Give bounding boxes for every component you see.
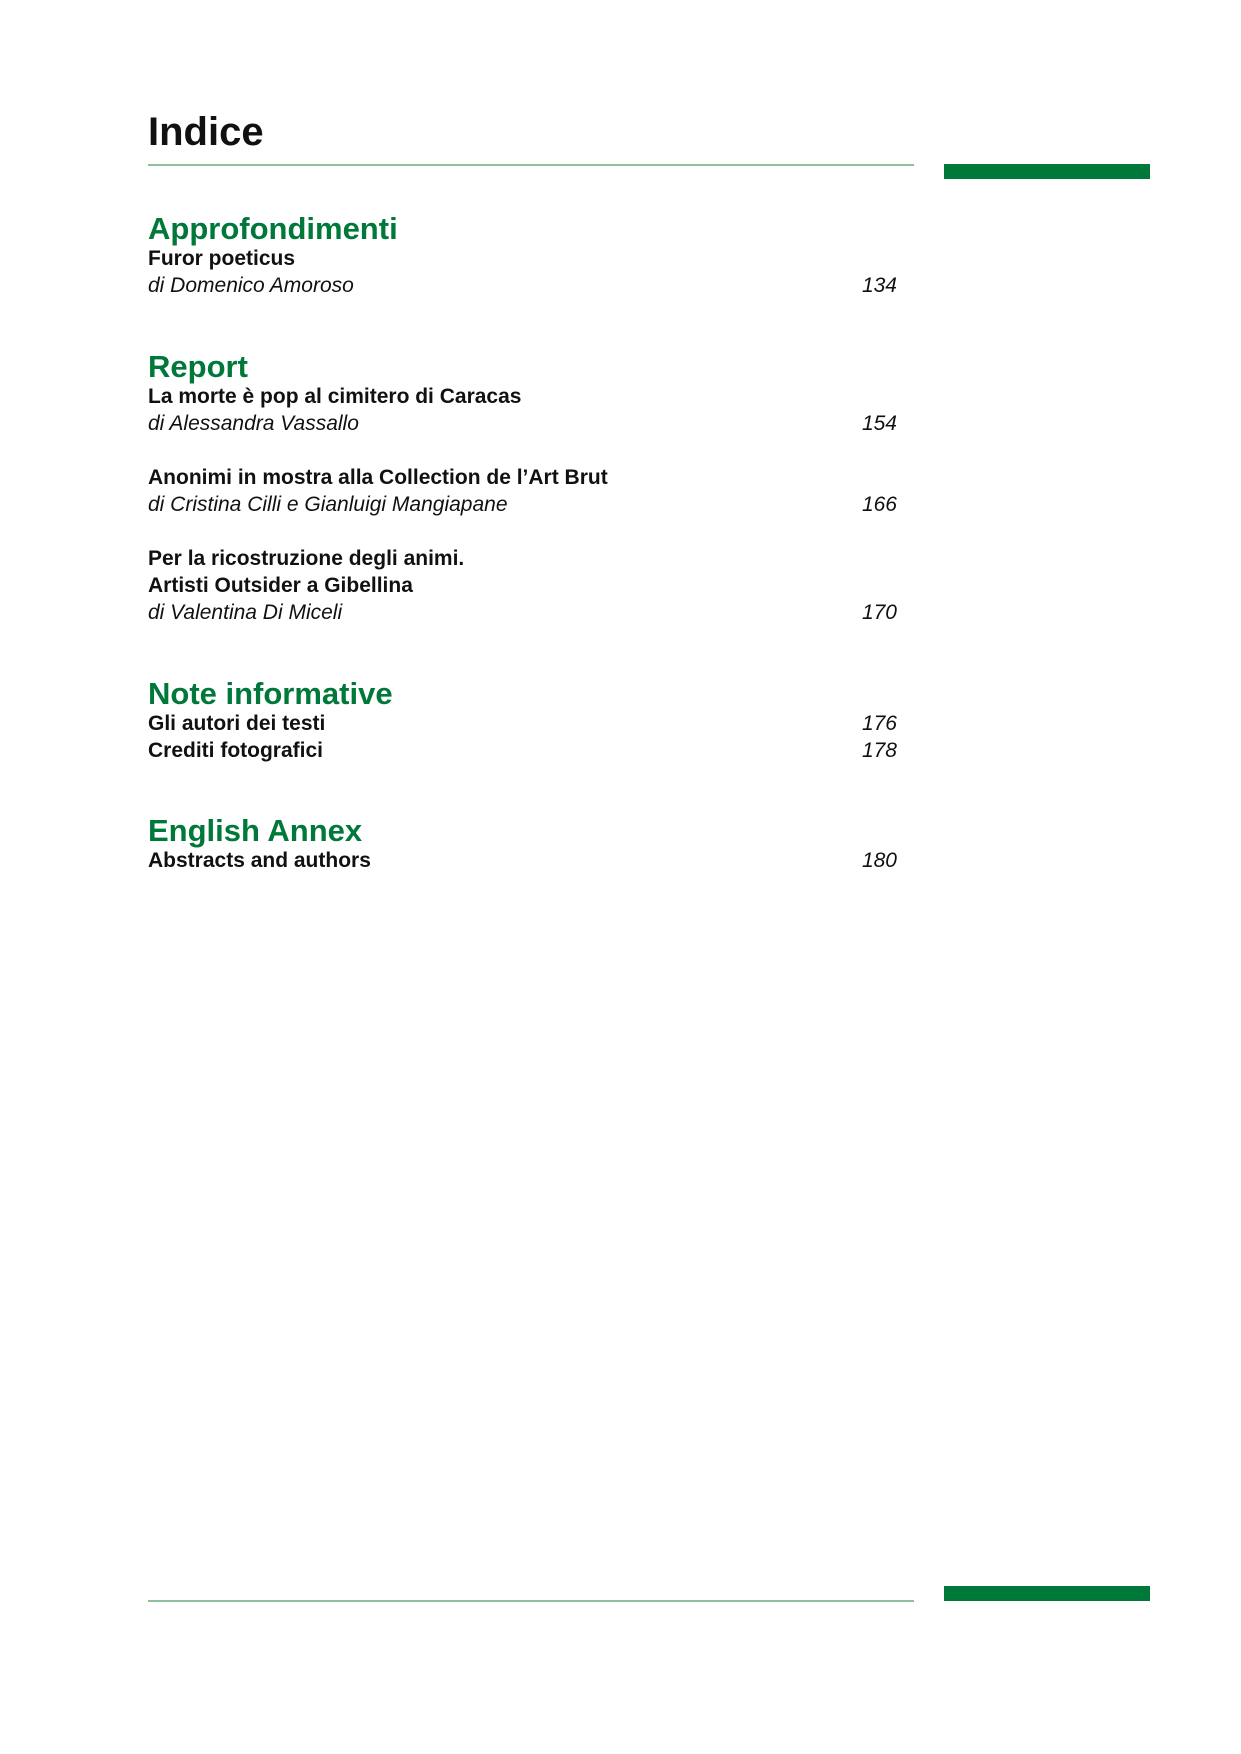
- page-number: 178: [861, 739, 897, 762]
- header-divider: [148, 164, 914, 166]
- entry-author: di Domenico Amoroso: [148, 274, 354, 297]
- entry-title: Anonimi in mostra alla Collection de l’Art Brut: [148, 466, 608, 489]
- entry-author: di Cristina Cilli e Gianluigi Mangiapane: [148, 493, 508, 516]
- section-heading: English Annex: [148, 813, 363, 848]
- entry-author: di Alessandra Vassallo: [148, 412, 359, 435]
- page-number: 134: [861, 274, 897, 297]
- entry-title-line2: Artisti Outsider a Gibellina: [148, 574, 413, 597]
- page-number: 180: [861, 849, 897, 872]
- section-heading: Approfondimenti: [148, 211, 398, 246]
- entry-title: La morte è pop al cimitero di Caracas: [148, 385, 522, 408]
- entry-title-line1: Per la ricostruzione degli animi.: [148, 547, 465, 570]
- footer-divider: [148, 1600, 914, 1602]
- section-heading: Note informative: [148, 676, 393, 711]
- entry-title: Abstracts and authors: [148, 849, 371, 872]
- page-number: 154: [861, 412, 897, 435]
- page-title: Indice: [148, 110, 264, 154]
- entry-title: Crediti fotografici: [148, 739, 324, 762]
- page-number: 170: [861, 601, 897, 624]
- page-number: 166: [861, 493, 897, 516]
- header-accent-bar: [944, 164, 1150, 179]
- entry-title: Gli autori dei testi: [148, 712, 326, 735]
- entry-author: di Valentina Di Miceli: [148, 601, 343, 624]
- page-number: 176: [861, 712, 897, 735]
- entry-title: Furor poeticus: [148, 247, 296, 270]
- section-heading: Report: [148, 349, 248, 384]
- footer-accent-bar: [944, 1586, 1150, 1601]
